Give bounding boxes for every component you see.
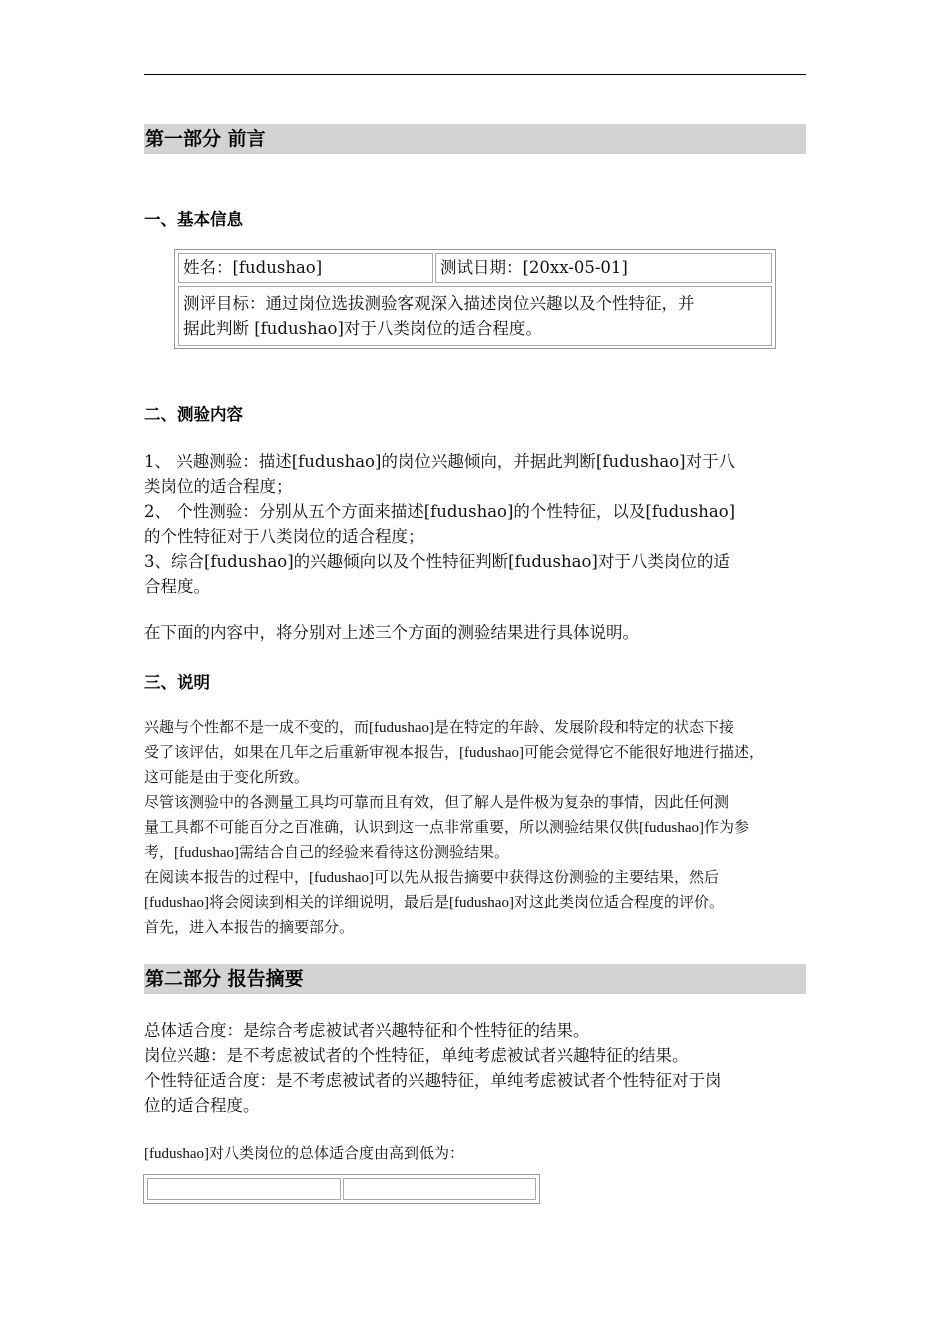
header-rule <box>144 74 806 75</box>
notes-heading: 三、说明 <box>144 673 210 692</box>
content-line: 合程度。 <box>144 577 210 596</box>
content-line: 1、 兴趣测验：描述[fudushao]的岗位兴趣倾向，并据此判断[fudushao]对于八 <box>144 452 736 471</box>
ranking-table <box>143 1174 540 1204</box>
ranking-intro-text: [fudushao]对八类岗位的总体适合度由高到低为： <box>144 1146 464 1162</box>
content-summary-text: 在下面的内容中，将分别对上述三个方面的测验结果进行具体说明。 <box>144 623 639 642</box>
definitions-list <box>144 1018 806 1118</box>
notes-line: 考，[fudushao]需结合自己的经验来看待这份测验结果。 <box>144 845 509 861</box>
basic-info-table <box>174 249 776 349</box>
content-line: 的个性特征对于八类岗位的适合程度； <box>144 527 425 546</box>
content-line: 类岗位的适合程度； <box>144 477 293 496</box>
goal-line: 据此判断 [fudushao]对于八类岗位的适合程度。 <box>183 319 542 338</box>
notes-line: 量工具都不可能百分之百准确，认识到这一点非常重要，所以测验结果仅供[fudushao]作为参 <box>144 820 749 836</box>
assessment-goal-cell <box>178 286 772 346</box>
notes-line: [fudushao]将会阅读到相关的详细说明，最后是[fudushao]对这此类岗位适合程度的评价。 <box>144 895 724 911</box>
basic-info-heading: 一、基本信息 <box>144 210 243 229</box>
test-content-heading: 二、测验内容 <box>144 405 243 424</box>
part2-title: 第二部分 报告摘要 <box>144 964 806 994</box>
notes-body <box>144 716 814 941</box>
definition-line: 岗位兴趣：是不考虑被试者的个性特征，单纯考虑被试者兴趣特征的结果。 <box>144 1046 689 1065</box>
ranking-cell <box>343 1178 536 1200</box>
part1-title: 第一部分 前言 <box>144 124 806 154</box>
content-line: 3、综合[fudushao]的兴趣倾向以及个性特征判断[fudushao]对于八类岗位的适 <box>144 552 730 571</box>
definition-line: 总体适合度：是综合考虑被试者兴趣特征和个性特征的结果。 <box>144 1021 590 1040</box>
test-content-list <box>144 449 806 599</box>
content-summary <box>144 620 806 645</box>
name-cell: 姓名：[fudushao] <box>178 253 433 283</box>
ranking-intro <box>144 1142 814 1167</box>
notes-line: 这可能是由于变化所致。 <box>144 770 310 786</box>
notes-line: 尽管该测验中的各测量工具均可靠而且有效，但了解人是件极为复杂的事情，因此任何测 <box>144 795 730 811</box>
test-date-cell: 测试日期：[20xx-05-01] <box>435 253 772 283</box>
notes-line: 兴趣与个性都不是一成不变的，而[fudushao]是在特定的年龄、发展阶段和特定的状态下接 <box>144 720 734 736</box>
ranking-cell <box>147 1178 341 1200</box>
notes-line: 在阅读本报告的过程中，[fudushao]可以先从报告摘要中获得这份测验的主要结果，然后 <box>144 870 719 886</box>
goal-line: 测评目标：通过岗位选拔测验客观深入描述岗位兴趣以及个性特征，并 <box>183 294 695 313</box>
definition-line: 个性特征适合度：是不考虑被试者的兴趣特征，单纯考虑被试者个性特征对于岗 <box>144 1071 722 1090</box>
notes-line: 受了该评估，如果在几年之后重新审视本报告，[fudushao]可能会觉得它不能很好地进行描述， <box>144 745 764 761</box>
content-line: 2、 个性测验：分别从五个方面来描述[fudushao]的个性特征，以及[fudushao] <box>144 502 736 521</box>
definition-line: 位的适合程度。 <box>144 1096 260 1115</box>
notes-line: 首先，进入本报告的摘要部分。 <box>144 920 355 936</box>
